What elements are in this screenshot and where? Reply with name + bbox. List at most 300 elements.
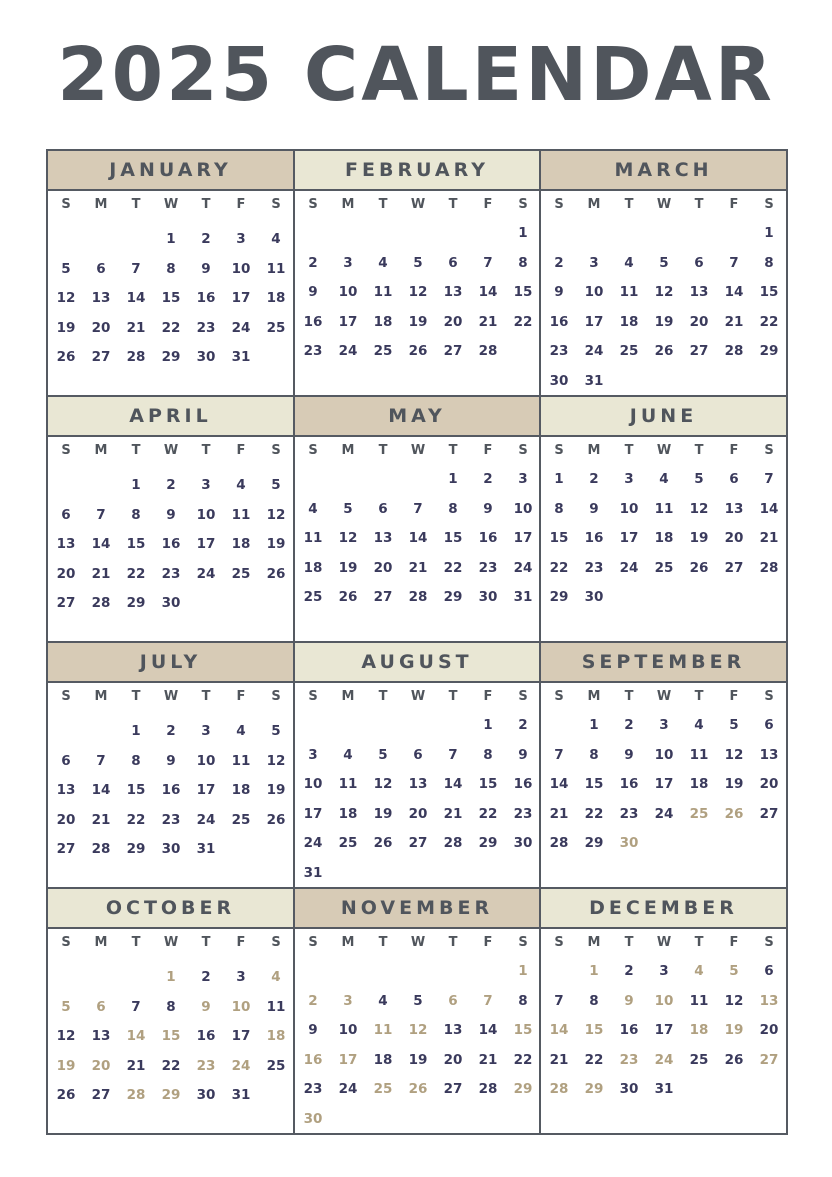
day-cell[interactable]: 31 bbox=[584, 372, 604, 389]
day-cell[interactable]: 29 bbox=[161, 1087, 181, 1103]
day-cell[interactable]: 9 bbox=[518, 746, 528, 763]
day-cell[interactable]: 5 bbox=[343, 500, 353, 517]
day-cell[interactable]: 7 bbox=[764, 471, 774, 487]
day-cell[interactable]: 5 bbox=[694, 471, 704, 487]
day-cell[interactable]: 10 bbox=[303, 776, 323, 792]
day-cell[interactable]: 6 bbox=[764, 717, 774, 733]
day-cell[interactable]: 24 bbox=[196, 565, 216, 582]
day-cell[interactable]: 21 bbox=[126, 319, 146, 336]
day-cell[interactable]: 1 bbox=[166, 969, 176, 985]
day-cell[interactable]: 25 bbox=[689, 805, 709, 822]
day-cell[interactable]: 4 bbox=[694, 963, 704, 979]
day-cell[interactable]: 22 bbox=[161, 1057, 181, 1074]
day-cell[interactable]: 1 bbox=[518, 963, 528, 979]
day-cell[interactable]: 29 bbox=[549, 589, 569, 605]
day-cell[interactable]: 26 bbox=[724, 805, 744, 822]
day-cell[interactable]: 3 bbox=[236, 231, 246, 247]
day-cell[interactable]: 23 bbox=[584, 559, 604, 576]
day-cell[interactable]: 17 bbox=[231, 290, 251, 306]
day-cell[interactable]: 24 bbox=[338, 1081, 358, 1097]
day-cell[interactable]: 30 bbox=[196, 1087, 216, 1103]
day-cell[interactable]: 24 bbox=[654, 805, 674, 822]
day-cell[interactable]: 30 bbox=[161, 595, 181, 611]
day-cell[interactable]: 16 bbox=[619, 1022, 639, 1038]
day-cell[interactable]: 17 bbox=[196, 782, 216, 798]
day-cell[interactable]: 8 bbox=[166, 260, 176, 277]
day-cell[interactable]: 20 bbox=[689, 313, 709, 330]
day-cell[interactable]: 19 bbox=[338, 559, 358, 576]
day-cell[interactable]: 6 bbox=[694, 254, 704, 271]
day-cell[interactable]: 8 bbox=[166, 998, 176, 1015]
day-cell[interactable]: 10 bbox=[584, 284, 604, 300]
day-cell[interactable]: 31 bbox=[513, 589, 533, 605]
day-cell[interactable]: 5 bbox=[413, 992, 423, 1009]
day-cell[interactable]: 12 bbox=[56, 1028, 76, 1044]
day-cell[interactable]: 13 bbox=[689, 284, 709, 300]
day-cell[interactable]: 29 bbox=[759, 343, 779, 359]
day-cell[interactable]: 15 bbox=[126, 536, 146, 552]
day-cell[interactable]: 17 bbox=[584, 313, 604, 330]
day-cell[interactable]: 26 bbox=[373, 835, 393, 851]
day-cell[interactable]: 28 bbox=[443, 835, 463, 851]
day-cell[interactable]: 30 bbox=[161, 841, 181, 857]
day-cell[interactable]: 9 bbox=[201, 260, 211, 277]
day-cell[interactable]: 15 bbox=[513, 1022, 533, 1038]
day-cell[interactable]: 7 bbox=[554, 992, 564, 1009]
day-cell[interactable]: 16 bbox=[196, 1028, 216, 1044]
day-cell[interactable]: 21 bbox=[408, 559, 428, 576]
day-cell[interactable]: 21 bbox=[478, 313, 498, 330]
day-cell[interactable]: 10 bbox=[231, 260, 251, 277]
day-cell[interactable]: 21 bbox=[759, 530, 779, 546]
day-cell[interactable]: 8 bbox=[448, 500, 458, 517]
day-cell[interactable]: 15 bbox=[584, 776, 604, 792]
day-cell[interactable]: 16 bbox=[619, 776, 639, 792]
day-cell[interactable]: 27 bbox=[408, 835, 428, 851]
day-cell[interactable]: 3 bbox=[343, 254, 353, 271]
day-cell[interactable]: 18 bbox=[373, 1051, 393, 1068]
day-cell[interactable]: 19 bbox=[266, 782, 286, 798]
day-cell[interactable]: 25 bbox=[303, 589, 323, 605]
day-cell[interactable]: 1 bbox=[589, 963, 599, 979]
day-cell[interactable]: 15 bbox=[161, 290, 181, 306]
day-cell[interactable]: 10 bbox=[196, 506, 216, 523]
day-cell[interactable]: 26 bbox=[56, 349, 76, 365]
day-cell[interactable]: 16 bbox=[513, 776, 533, 792]
day-cell[interactable]: 30 bbox=[619, 835, 639, 851]
day-cell[interactable]: 2 bbox=[201, 969, 211, 985]
day-cell[interactable]: 12 bbox=[266, 506, 286, 523]
day-cell[interactable]: 1 bbox=[518, 225, 528, 241]
day-cell[interactable]: 2 bbox=[308, 992, 318, 1009]
day-cell[interactable]: 19 bbox=[266, 536, 286, 552]
day-cell[interactable]: 18 bbox=[303, 559, 323, 576]
day-cell[interactable]: 12 bbox=[724, 746, 744, 763]
day-cell[interactable]: 27 bbox=[759, 1051, 779, 1068]
day-cell[interactable]: 5 bbox=[271, 723, 281, 739]
day-cell[interactable]: 9 bbox=[554, 284, 564, 300]
day-cell[interactable]: 17 bbox=[338, 1051, 358, 1068]
day-cell[interactable]: 18 bbox=[654, 530, 674, 546]
day-cell[interactable]: 10 bbox=[513, 500, 533, 517]
day-cell[interactable]: 29 bbox=[126, 841, 146, 857]
day-cell[interactable]: 14 bbox=[91, 782, 111, 798]
day-cell[interactable]: 22 bbox=[126, 811, 146, 828]
day-cell[interactable]: 26 bbox=[266, 565, 286, 582]
day-cell[interactable]: 13 bbox=[759, 746, 779, 763]
day-cell[interactable]: 21 bbox=[478, 1051, 498, 1068]
day-cell[interactable]: 24 bbox=[619, 559, 639, 576]
day-cell[interactable]: 7 bbox=[131, 998, 141, 1015]
day-cell[interactable]: 8 bbox=[518, 992, 528, 1009]
day-cell[interactable]: 13 bbox=[759, 992, 779, 1009]
day-cell[interactable]: 20 bbox=[759, 776, 779, 792]
day-cell[interactable]: 19 bbox=[724, 1022, 744, 1038]
day-cell[interactable]: 10 bbox=[654, 992, 674, 1009]
day-cell[interactable]: 7 bbox=[729, 254, 739, 271]
day-cell[interactable]: 15 bbox=[443, 530, 463, 546]
day-cell[interactable]: 19 bbox=[373, 805, 393, 822]
day-cell[interactable]: 13 bbox=[91, 1028, 111, 1044]
day-cell[interactable]: 20 bbox=[91, 1057, 111, 1074]
day-cell[interactable]: 12 bbox=[724, 992, 744, 1009]
day-cell[interactable]: 27 bbox=[56, 595, 76, 611]
day-cell[interactable]: 20 bbox=[443, 313, 463, 330]
day-cell[interactable]: 8 bbox=[554, 500, 564, 517]
day-cell[interactable]: 23 bbox=[619, 1051, 639, 1068]
day-cell[interactable]: 25 bbox=[231, 811, 251, 828]
day-cell[interactable]: 22 bbox=[161, 319, 181, 336]
day-cell[interactable]: 23 bbox=[513, 805, 533, 822]
day-cell[interactable]: 26 bbox=[724, 1051, 744, 1068]
day-cell[interactable]: 27 bbox=[373, 589, 393, 605]
day-cell[interactable]: 28 bbox=[549, 1081, 569, 1097]
day-cell[interactable]: 10 bbox=[619, 500, 639, 517]
day-cell[interactable]: 11 bbox=[266, 998, 286, 1015]
day-cell[interactable]: 14 bbox=[549, 1022, 569, 1038]
day-cell[interactable]: 14 bbox=[549, 776, 569, 792]
day-cell[interactable]: 4 bbox=[236, 477, 246, 493]
day-cell[interactable]: 25 bbox=[266, 319, 286, 336]
day-cell[interactable]: 20 bbox=[373, 559, 393, 576]
day-cell[interactable]: 12 bbox=[266, 752, 286, 769]
day-cell[interactable]: 25 bbox=[266, 1057, 286, 1074]
day-cell[interactable]: 2 bbox=[166, 723, 176, 739]
day-cell[interactable]: 23 bbox=[196, 319, 216, 336]
day-cell[interactable]: 12 bbox=[408, 1022, 428, 1038]
day-cell[interactable]: 29 bbox=[584, 1081, 604, 1097]
day-cell[interactable]: 23 bbox=[478, 559, 498, 576]
day-cell[interactable]: 5 bbox=[729, 717, 739, 733]
day-cell[interactable]: 11 bbox=[654, 500, 674, 517]
day-cell[interactable]: 27 bbox=[91, 1087, 111, 1103]
day-cell[interactable]: 25 bbox=[689, 1051, 709, 1068]
day-cell[interactable]: 21 bbox=[724, 313, 744, 330]
day-cell[interactable]: 17 bbox=[654, 1022, 674, 1038]
day-cell[interactable]: 17 bbox=[654, 776, 674, 792]
day-cell[interactable]: 14 bbox=[408, 530, 428, 546]
day-cell[interactable]: 8 bbox=[483, 746, 493, 763]
day-cell[interactable]: 4 bbox=[659, 471, 669, 487]
day-cell[interactable]: 12 bbox=[689, 500, 709, 517]
day-cell[interactable]: 3 bbox=[518, 471, 528, 487]
day-cell[interactable]: 29 bbox=[478, 835, 498, 851]
day-cell[interactable]: 23 bbox=[303, 1081, 323, 1097]
day-cell[interactable]: 24 bbox=[303, 835, 323, 851]
day-cell[interactable]: 17 bbox=[619, 530, 639, 546]
day-cell[interactable]: 9 bbox=[483, 500, 493, 517]
day-cell[interactable]: 13 bbox=[56, 536, 76, 552]
day-cell[interactable]: 2 bbox=[166, 477, 176, 493]
day-cell[interactable]: 3 bbox=[201, 477, 211, 493]
day-cell[interactable]: 28 bbox=[724, 343, 744, 359]
day-cell[interactable]: 7 bbox=[413, 500, 423, 517]
day-cell[interactable]: 30 bbox=[549, 372, 569, 389]
day-cell[interactable]: 17 bbox=[513, 530, 533, 546]
day-cell[interactable]: 10 bbox=[338, 1022, 358, 1038]
day-cell[interactable]: 8 bbox=[518, 254, 528, 271]
day-cell[interactable]: 28 bbox=[408, 589, 428, 605]
day-cell[interactable]: 28 bbox=[91, 841, 111, 857]
day-cell[interactable]: 7 bbox=[448, 746, 458, 763]
day-cell[interactable]: 27 bbox=[759, 805, 779, 822]
day-cell[interactable]: 3 bbox=[659, 717, 669, 733]
day-cell[interactable]: 15 bbox=[161, 1028, 181, 1044]
day-cell[interactable]: 11 bbox=[231, 752, 251, 769]
day-cell[interactable]: 27 bbox=[443, 343, 463, 359]
day-cell[interactable]: 7 bbox=[483, 992, 493, 1009]
day-cell[interactable]: 18 bbox=[689, 776, 709, 792]
day-cell[interactable]: 26 bbox=[408, 343, 428, 359]
day-cell[interactable]: 6 bbox=[378, 500, 388, 517]
day-cell[interactable]: 23 bbox=[303, 343, 323, 359]
day-cell[interactable]: 23 bbox=[196, 1057, 216, 1074]
day-cell[interactable]: 31 bbox=[231, 1087, 251, 1103]
day-cell[interactable]: 29 bbox=[126, 595, 146, 611]
day-cell[interactable]: 15 bbox=[513, 284, 533, 300]
day-cell[interactable]: 1 bbox=[764, 225, 774, 241]
day-cell[interactable]: 7 bbox=[131, 260, 141, 277]
day-cell[interactable]: 30 bbox=[478, 589, 498, 605]
day-cell[interactable]: 3 bbox=[236, 969, 246, 985]
day-cell[interactable]: 28 bbox=[549, 835, 569, 851]
day-cell[interactable]: 6 bbox=[764, 963, 774, 979]
day-cell[interactable]: 12 bbox=[338, 530, 358, 546]
day-cell[interactable]: 20 bbox=[759, 1022, 779, 1038]
day-cell[interactable]: 12 bbox=[373, 776, 393, 792]
day-cell[interactable]: 9 bbox=[308, 284, 318, 300]
day-cell[interactable]: 2 bbox=[624, 963, 634, 979]
day-cell[interactable]: 24 bbox=[338, 343, 358, 359]
day-cell[interactable]: 18 bbox=[689, 1022, 709, 1038]
day-cell[interactable]: 9 bbox=[589, 500, 599, 517]
day-cell[interactable]: 2 bbox=[589, 471, 599, 487]
day-cell[interactable]: 22 bbox=[759, 313, 779, 330]
day-cell[interactable]: 24 bbox=[231, 1057, 251, 1074]
day-cell[interactable]: 13 bbox=[408, 776, 428, 792]
day-cell[interactable]: 20 bbox=[56, 811, 76, 828]
day-cell[interactable]: 5 bbox=[271, 477, 281, 493]
day-cell[interactable]: 3 bbox=[201, 723, 211, 739]
day-cell[interactable]: 4 bbox=[308, 500, 318, 517]
day-cell[interactable]: 5 bbox=[378, 746, 388, 763]
day-cell[interactable]: 18 bbox=[619, 313, 639, 330]
day-cell[interactable]: 11 bbox=[338, 776, 358, 792]
day-cell[interactable]: 27 bbox=[91, 349, 111, 365]
day-cell[interactable]: 6 bbox=[729, 471, 739, 487]
day-cell[interactable]: 9 bbox=[166, 752, 176, 769]
day-cell[interactable]: 1 bbox=[166, 231, 176, 247]
day-cell[interactable]: 7 bbox=[483, 254, 493, 271]
day-cell[interactable]: 14 bbox=[443, 776, 463, 792]
day-cell[interactable]: 10 bbox=[338, 284, 358, 300]
day-cell[interactable]: 25 bbox=[231, 565, 251, 582]
day-cell[interactable]: 6 bbox=[61, 752, 71, 769]
day-cell[interactable]: 15 bbox=[478, 776, 498, 792]
day-cell[interactable]: 10 bbox=[654, 746, 674, 763]
day-cell[interactable]: 1 bbox=[483, 717, 493, 733]
day-cell[interactable]: 2 bbox=[483, 471, 493, 487]
day-cell[interactable]: 17 bbox=[303, 805, 323, 822]
day-cell[interactable]: 11 bbox=[373, 284, 393, 300]
day-cell[interactable]: 22 bbox=[126, 565, 146, 582]
day-cell[interactable]: 6 bbox=[413, 746, 423, 763]
day-cell[interactable]: 23 bbox=[619, 805, 639, 822]
day-cell[interactable]: 9 bbox=[201, 998, 211, 1015]
day-cell[interactable]: 24 bbox=[584, 343, 604, 359]
day-cell[interactable]: 20 bbox=[408, 805, 428, 822]
day-cell[interactable]: 16 bbox=[549, 313, 569, 330]
day-cell[interactable]: 21 bbox=[443, 805, 463, 822]
day-cell[interactable]: 27 bbox=[443, 1081, 463, 1097]
day-cell[interactable]: 6 bbox=[96, 260, 106, 277]
day-cell[interactable]: 8 bbox=[131, 752, 141, 769]
day-cell[interactable]: 22 bbox=[584, 1051, 604, 1068]
day-cell[interactable]: 8 bbox=[589, 992, 599, 1009]
day-cell[interactable]: 22 bbox=[549, 559, 569, 576]
day-cell[interactable]: 23 bbox=[161, 565, 181, 582]
day-cell[interactable]: 6 bbox=[448, 992, 458, 1009]
day-cell[interactable]: 29 bbox=[443, 589, 463, 605]
day-cell[interactable]: 1 bbox=[554, 471, 564, 487]
day-cell[interactable]: 16 bbox=[584, 530, 604, 546]
day-cell[interactable]: 30 bbox=[196, 349, 216, 365]
day-cell[interactable]: 28 bbox=[126, 1087, 146, 1103]
day-cell[interactable]: 21 bbox=[91, 565, 111, 582]
day-cell[interactable]: 15 bbox=[549, 530, 569, 546]
day-cell[interactable]: 18 bbox=[266, 290, 286, 306]
day-cell[interactable]: 4 bbox=[271, 231, 281, 247]
day-cell[interactable]: 4 bbox=[343, 746, 353, 763]
day-cell[interactable]: 5 bbox=[413, 254, 423, 271]
day-cell[interactable]: 7 bbox=[96, 752, 106, 769]
day-cell[interactable]: 30 bbox=[303, 1110, 323, 1127]
day-cell[interactable]: 9 bbox=[624, 746, 634, 763]
day-cell[interactable]: 25 bbox=[619, 343, 639, 359]
day-cell[interactable]: 11 bbox=[303, 530, 323, 546]
day-cell[interactable]: 3 bbox=[589, 254, 599, 271]
day-cell[interactable]: 16 bbox=[478, 530, 498, 546]
day-cell[interactable]: 20 bbox=[56, 565, 76, 582]
day-cell[interactable]: 25 bbox=[338, 835, 358, 851]
day-cell[interactable]: 24 bbox=[196, 811, 216, 828]
day-cell[interactable]: 20 bbox=[91, 319, 111, 336]
day-cell[interactable]: 19 bbox=[654, 313, 674, 330]
day-cell[interactable]: 24 bbox=[513, 559, 533, 576]
day-cell[interactable]: 5 bbox=[729, 963, 739, 979]
day-cell[interactable]: 18 bbox=[373, 313, 393, 330]
day-cell[interactable]: 13 bbox=[91, 290, 111, 306]
day-cell[interactable]: 8 bbox=[131, 506, 141, 523]
day-cell[interactable]: 31 bbox=[654, 1081, 674, 1097]
day-cell[interactable]: 5 bbox=[659, 254, 669, 271]
day-cell[interactable]: 31 bbox=[231, 349, 251, 365]
day-cell[interactable]: 25 bbox=[373, 343, 393, 359]
day-cell[interactable]: 14 bbox=[478, 1022, 498, 1038]
day-cell[interactable]: 22 bbox=[478, 805, 498, 822]
day-cell[interactable]: 13 bbox=[56, 782, 76, 798]
day-cell[interactable]: 3 bbox=[343, 992, 353, 1009]
day-cell[interactable]: 10 bbox=[196, 752, 216, 769]
day-cell[interactable]: 21 bbox=[549, 1051, 569, 1068]
day-cell[interactable]: 5 bbox=[61, 998, 71, 1015]
day-cell[interactable]: 25 bbox=[373, 1081, 393, 1097]
day-cell[interactable]: 26 bbox=[338, 589, 358, 605]
day-cell[interactable]: 14 bbox=[478, 284, 498, 300]
day-cell[interactable]: 14 bbox=[724, 284, 744, 300]
day-cell[interactable]: 17 bbox=[231, 1028, 251, 1044]
day-cell[interactable]: 9 bbox=[624, 992, 634, 1009]
day-cell[interactable]: 11 bbox=[373, 1022, 393, 1038]
day-cell[interactable]: 23 bbox=[161, 811, 181, 828]
day-cell[interactable]: 22 bbox=[584, 805, 604, 822]
day-cell[interactable]: 13 bbox=[443, 1022, 463, 1038]
day-cell[interactable]: 13 bbox=[373, 530, 393, 546]
day-cell[interactable]: 14 bbox=[91, 536, 111, 552]
day-cell[interactable]: 9 bbox=[166, 506, 176, 523]
day-cell[interactable]: 16 bbox=[303, 313, 323, 330]
day-cell[interactable]: 17 bbox=[196, 536, 216, 552]
day-cell[interactable]: 31 bbox=[303, 864, 323, 881]
day-cell[interactable]: 29 bbox=[513, 1081, 533, 1097]
day-cell[interactable]: 13 bbox=[724, 500, 744, 517]
day-cell[interactable]: 1 bbox=[589, 717, 599, 733]
day-cell[interactable]: 3 bbox=[308, 746, 318, 763]
day-cell[interactable]: 4 bbox=[236, 723, 246, 739]
day-cell[interactable]: 26 bbox=[266, 811, 286, 828]
day-cell[interactable]: 27 bbox=[724, 559, 744, 576]
day-cell[interactable]: 8 bbox=[764, 254, 774, 271]
day-cell[interactable]: 20 bbox=[443, 1051, 463, 1068]
day-cell[interactable]: 21 bbox=[91, 811, 111, 828]
day-cell[interactable]: 31 bbox=[196, 841, 216, 857]
day-cell[interactable]: 18 bbox=[266, 1028, 286, 1044]
day-cell[interactable]: 18 bbox=[231, 782, 251, 798]
day-cell[interactable]: 23 bbox=[549, 343, 569, 359]
day-cell[interactable]: 25 bbox=[654, 559, 674, 576]
day-cell[interactable]: 14 bbox=[126, 290, 146, 306]
day-cell[interactable]: 26 bbox=[654, 343, 674, 359]
day-cell[interactable]: 19 bbox=[408, 1051, 428, 1068]
day-cell[interactable]: 13 bbox=[443, 284, 463, 300]
day-cell[interactable]: 22 bbox=[443, 559, 463, 576]
day-cell[interactable]: 4 bbox=[624, 254, 634, 271]
day-cell[interactable]: 3 bbox=[624, 471, 634, 487]
day-cell[interactable]: 11 bbox=[231, 506, 251, 523]
day-cell[interactable]: 18 bbox=[231, 536, 251, 552]
day-cell[interactable]: 29 bbox=[161, 349, 181, 365]
day-cell[interactable]: 17 bbox=[338, 313, 358, 330]
